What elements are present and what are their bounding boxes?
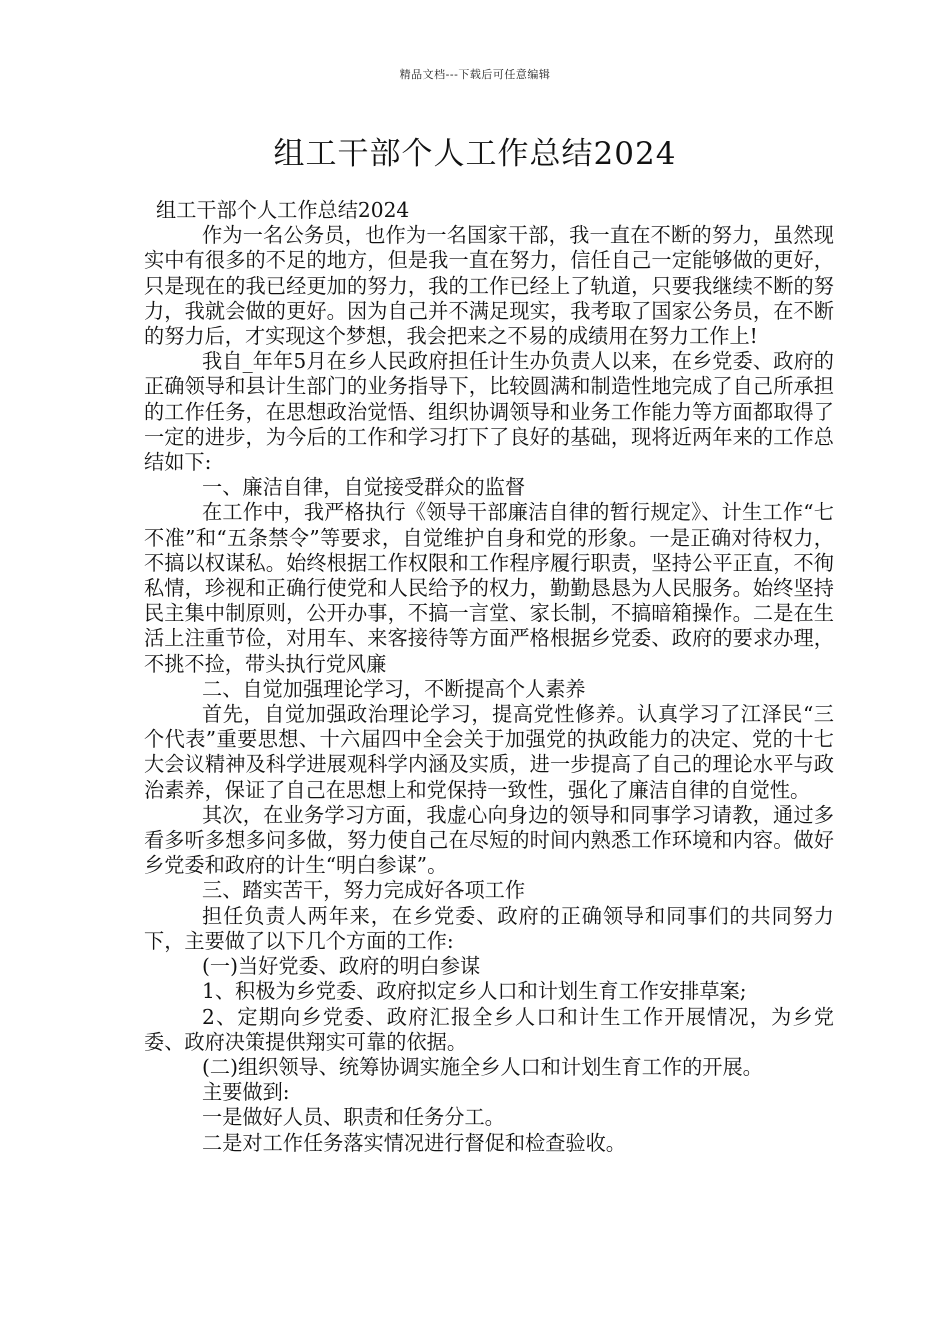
paragraph: 其次，在业务学习方面，我虚心向身边的领导和同事学习请教，通过多看多听多想多问多做，努力使自己在尽短的时间内熟悉工作环境和内容。做好乡党委和政府的计生“明白参谋”。 xyxy=(144,802,834,878)
paragraph: 作为一名公务员，也作为一名国家干部，我一直在不断的努力，虽然现实中有很多的不足的地方，但是我一直在努力，信任自己一定能够做的更好，只是现在的我已经更加的努力，我的工作已经上了轨道，只要我继续不断的努力，我就会做的更好。因为自己并不满足现实，我考取了国家公务员，在不断的努力后，才实现这个梦想，我会把来之不易的成绩用在努力工作上! xyxy=(144,223,834,349)
document-body xyxy=(144,198,834,1156)
sub-heading: (一)当好党委、政府的明白参谋 xyxy=(202,954,481,979)
header-note: 精品文档---下载后可任意编辑 xyxy=(399,68,551,81)
paragraph: 主要做到: xyxy=(202,1080,290,1105)
list-item: 一是做好人员、职责和任务分工。 xyxy=(202,1105,505,1130)
list-item: 2、定期向乡党委、政府汇报全乡人口和计生工作开展情况，为乡党委、政府决策提供翔实可靠的依据。 xyxy=(144,1004,834,1054)
section-heading: 一、廉洁自律，自觉接受群众的监督 xyxy=(202,475,526,500)
paragraph: 在工作中，我严格执行《领导干部廉洁自律的暂行规定》、计生工作“七不准”和“五条禁令”等要求，自觉维护自身和党的形象。一是正确对待权力，不搞以权谋私。始终根据工作权限和工作程序履行职责，坚持公平正直，不徇私情，珍视和正确行使党和人民给予的权力，勤勤恳恳为人民服务。始终坚持民主集中制原则，公开办事，不搞一言堂、家长制，不搞暗箱操作。二是在生活上注重节俭，对用车、来客接待等方面严格根据乡党委、政府的要求办理，不挑不捡，带头执行党风廉 xyxy=(144,500,834,676)
section-heading: 二、自觉加强理论学习，不断提高个人素养 xyxy=(202,676,586,701)
paragraph: 首先，自觉加强政治理论学习，提高党性修养。认真学习了江泽民“三个代表”重要思想、十六届四中全会关于加强党的执政能力的决定、党的十七大会议精神及科学进展观科学内涵及实质，进一步提高了自己的理论水平与政治素养，保证了自己在思想上和党保持一致性，强化了廉洁自律的自觉性。 xyxy=(144,702,834,802)
body-subtitle: 组工干部个人工作总结2024 xyxy=(156,198,410,222)
section-heading: 三、踏实苦干，努力完成好各项工作 xyxy=(202,878,526,903)
document-title: 组工干部个人工作总结2024 xyxy=(273,136,677,172)
list-item: 二是对工作任务落实情况进行督促和检查验收。 xyxy=(202,1130,626,1155)
paragraph: 我自_年年5月在乡人民政府担任计生办负责人以来，在乡党委、政府的正确领导和县计生部门的业务指导下，比较圆满和制造性地完成了自己所承担的工作任务，在思想政治觉悟、组织协调领导和业务工作能力等方面都取得了一定的进步，为今后的工作和学习打下了良好的基础，现将近两年来的工作总结如下: xyxy=(144,349,834,475)
sub-heading: (二)组织领导、统筹协调实施全乡人口和计划生育工作的开展。 xyxy=(202,1054,763,1079)
list-item: 1、积极为乡党委、政府拟定乡人口和计划生育工作安排草案; xyxy=(202,979,747,1004)
paragraph: 担任负责人两年来，在乡党委、政府的正确领导和同事们的共同努力下，主要做了以下几个方面的工作: xyxy=(144,903,834,953)
